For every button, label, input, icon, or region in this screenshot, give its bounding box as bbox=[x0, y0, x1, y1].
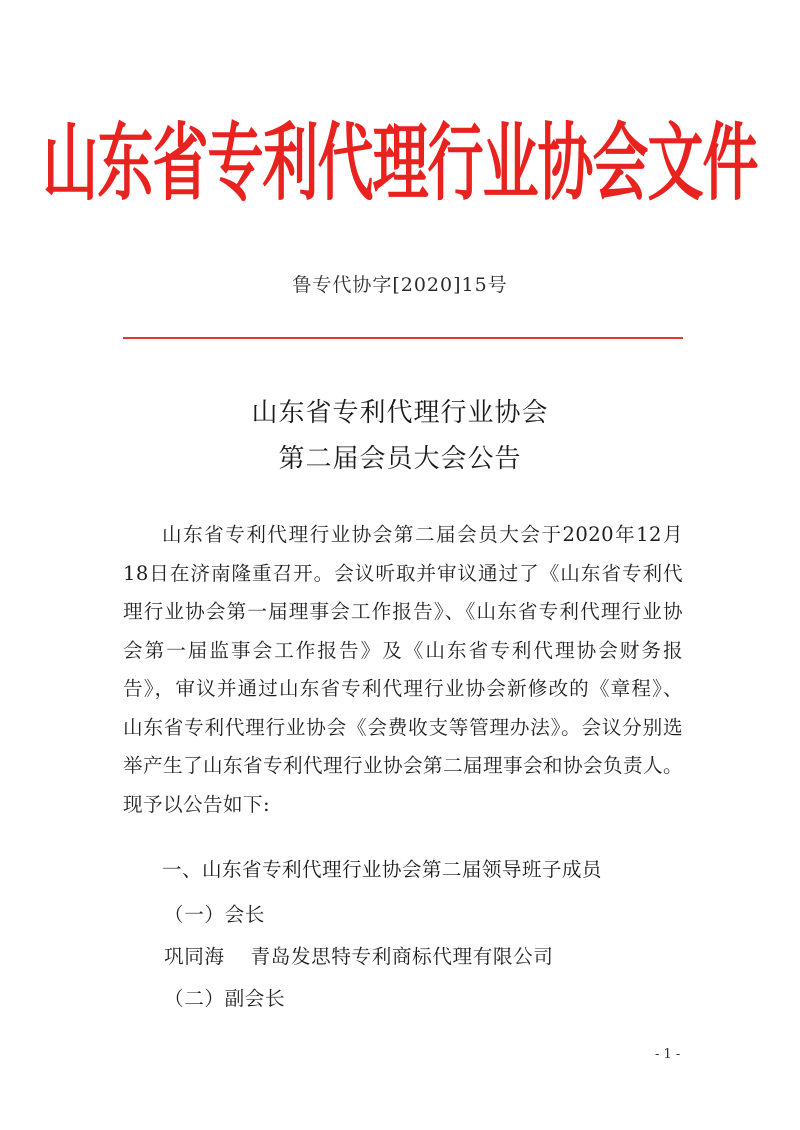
sub-heading-vice-president: （二）副会长 bbox=[164, 987, 286, 1010]
announcement-title-line-1: 山东省专利代理行业协会 bbox=[251, 398, 549, 428]
sub-heading-president: （一）会长 bbox=[164, 903, 265, 926]
document-number: 鲁专代协字[2020]15号 bbox=[292, 274, 508, 296]
member-company: 青岛发思特专利商标代理有限公司 bbox=[250, 945, 554, 968]
body-paragraph: 山东省专利代理行业协会第二届会员大会于2020年12月18日在济南隆重召开。会议听取并审议通过了《山东省专利代理行业协会第一届理事会工作报告》、《山东省专利代理行业协会第一届监事会工作报告》及《山东省专利代理协会财务报告》，审议并通过山东省专利代理行业协会新修改的《章程》、山东省专利代理行业协会《会费收支等管理办法》。会议分别选举产生了山东省专利代理行业协会第二届理事会和协会负责人。现予以公告如下: bbox=[123, 523, 683, 816]
member-name: 巩同海 bbox=[164, 945, 225, 968]
announcement-body bbox=[123, 516, 683, 824]
page-number: - 1 - bbox=[655, 1047, 681, 1062]
member-row-president bbox=[164, 940, 554, 969]
section-heading-leadership: 一、山东省专利代理行业协会第二届领导班子成员 bbox=[162, 858, 602, 881]
announcement-title-line-2: 第二届会员大会公告 bbox=[278, 444, 522, 474]
masthead-title: 山东省专利代理行业协会文件 bbox=[42, 115, 758, 213]
red-divider-line bbox=[123, 337, 683, 339]
